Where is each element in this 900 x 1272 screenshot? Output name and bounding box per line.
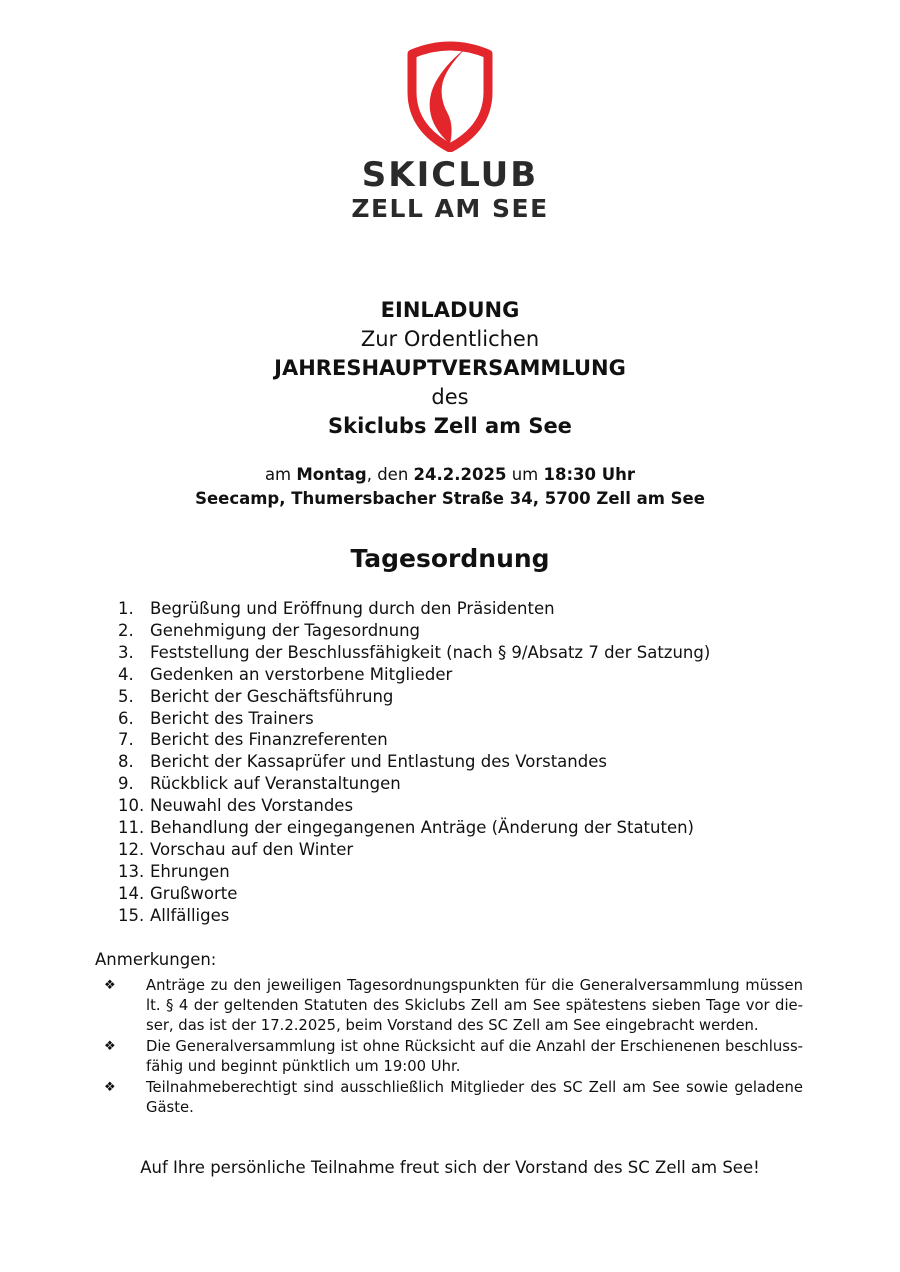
agenda-item <box>118 817 710 839</box>
event-details <box>0 463 900 511</box>
agenda-item <box>118 642 710 664</box>
agenda-item-text: Gedenken an verstorbene Mitglieder <box>150 664 453 684</box>
agenda-item-number: 4. <box>118 664 134 684</box>
heading-einladung: EINLADUNG <box>380 298 520 322</box>
agenda-item-number: 6. <box>118 708 134 728</box>
diamond-bullet-icon: ❖ <box>104 978 116 993</box>
agenda-item-text: Bericht des Finanzreferenten <box>150 730 388 750</box>
agenda-item <box>118 620 710 642</box>
agenda-item-text: Rückblick auf Veranstaltungen <box>150 774 401 794</box>
agenda-item-text: Ehrungen <box>150 861 230 881</box>
agenda-item <box>118 861 710 883</box>
agenda-item-number: 3. <box>118 642 134 662</box>
agenda-item <box>118 905 710 927</box>
date-mid2: um <box>506 465 544 484</box>
diamond-bullet-icon: ❖ <box>104 1039 116 1054</box>
agenda-item <box>118 773 710 795</box>
event-date: 24.2.2025 <box>413 465 507 484</box>
note-text: Anträge zu den jeweiligen Tagesordnungspunkten für die Generalversammlung müssen lt. § 4 der geltenden Statuten des Skiclubs Zell am See spätestens sieben Tage vor die-ser, das ist der 17.2.2025, beim Vorstand des SC Zell am See eingebracht werden. <box>146 977 803 1034</box>
club-logo <box>0 40 900 224</box>
heading-club: Skiclubs Zell am See <box>328 414 572 438</box>
event-time: 18:30 Uhr <box>543 465 636 484</box>
note-item <box>100 1078 803 1118</box>
heading-subtitle: Zur Ordentlichen <box>360 327 540 351</box>
agenda-item <box>118 751 710 773</box>
agenda-item <box>118 664 710 686</box>
agenda-item-number: 15. <box>118 905 145 925</box>
agenda-item-text: Feststellung der Beschlussfähigkeit (nach § 9/Absatz 7 der Satzung) <box>150 642 711 662</box>
agenda-item-text: Grußworte <box>150 883 238 903</box>
agenda-item-number: 14. <box>118 883 145 903</box>
agenda-item-text: Vorschau auf den Winter <box>150 839 354 859</box>
agenda-item-number: 7. <box>118 730 134 750</box>
agenda-item-text: Bericht des Trainers <box>150 708 314 728</box>
agenda-item-number: 8. <box>118 752 134 772</box>
agenda-list <box>118 598 710 927</box>
logo-text-skiclub: SKICLUB <box>361 155 539 195</box>
agenda-item-text: Bericht der Geschäftsführung <box>150 686 394 706</box>
closing-line: Auf Ihre persönliche Teilnahme freut sich der Vorstand des SC Zell am See! <box>140 1158 760 1177</box>
agenda-item-number: 13. <box>118 861 145 881</box>
shield-icon <box>404 40 496 152</box>
agenda-item-text: Allfälliges <box>150 905 230 925</box>
diamond-bullet-icon: ❖ <box>104 1080 116 1095</box>
agenda-item <box>118 795 710 817</box>
note-item <box>100 976 803 1036</box>
agenda-item <box>118 839 710 861</box>
heading-event: JAHRESHAUPTVERSAMMLUNG <box>274 356 626 380</box>
agenda-item <box>118 708 710 730</box>
agenda-title: Tagesordnung <box>350 544 550 573</box>
note-text: Die Generalversammlung ist ohne Rücksicht auf die Anzahl der Erschienenen beschluss-fähig und beginnt pünktlich um 19:00 Uhr. <box>146 1038 803 1075</box>
date-prefix: am <box>264 465 297 484</box>
heading-des: des <box>431 385 469 409</box>
agenda-item-number: 12. <box>118 839 145 859</box>
agenda-item-text: Genehmigung der Tagesordnung <box>150 620 421 640</box>
agenda-item-text: Begrüßung und Eröffnung durch den Präsidenten <box>150 599 555 618</box>
agenda-item <box>118 729 710 751</box>
event-weekday: Montag <box>296 465 367 484</box>
event-location: Seecamp, Thumersbacher Straße 34, 5700 Zell am See <box>195 489 705 508</box>
agenda-item-text: Behandlung der eingegangenen Anträge (Änderung der Statuten) <box>150 818 694 838</box>
note-item <box>100 1037 803 1077</box>
agenda-item-number: 5. <box>118 686 134 706</box>
note-text: Teilnahmeberechtigt sind ausschließlich Mitglieder des SC Zell am See sowie geladene Gäste. <box>146 1079 803 1116</box>
agenda-item <box>118 686 710 708</box>
invitation-heading <box>0 296 900 441</box>
agenda-item <box>118 883 710 905</box>
agenda-item-number: 10. <box>118 796 145 816</box>
notes-list <box>100 976 803 1119</box>
date-mid1: , den <box>366 465 414 484</box>
logo-text-zell-am-see: ZELL AM SEE <box>351 194 549 223</box>
notes-title: Anmerkungen: <box>95 950 217 969</box>
agenda-item-number: 9. <box>118 774 134 794</box>
agenda-item-text: Neuwahl des Vorstandes <box>150 796 354 816</box>
agenda-item-number: 1. <box>118 599 134 618</box>
agenda-item-text: Bericht der Kassaprüfer und Entlastung des Vorstandes <box>150 752 607 772</box>
agenda-item <box>118 598 710 620</box>
agenda-item-number: 11. <box>118 818 145 838</box>
event-date-line <box>0 463 900 487</box>
agenda-item-number: 2. <box>118 620 134 640</box>
